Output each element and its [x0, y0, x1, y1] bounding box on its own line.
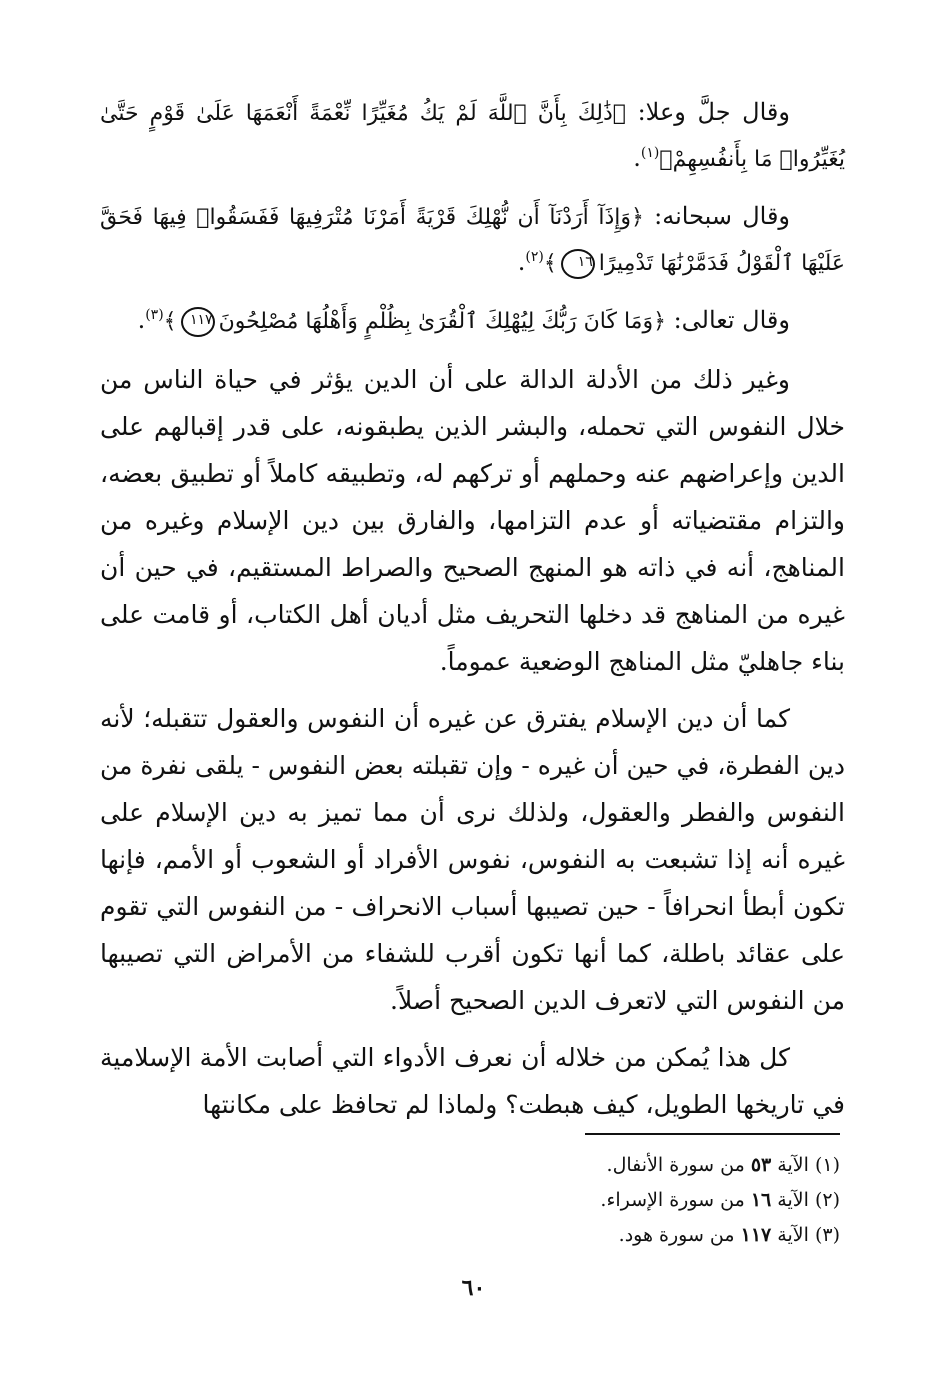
quran-text: ﴿وَإِذَآ أَرَدْنَآ أَن نُّهْلِكَ قَرْيَةً أَمَرْنَا مُتْرَفِيهَا فَفَسَقُوا۟ فِيهَا فَحَقَّ عَلَيْهَا ٱلْقَوْلُ فَدَمَّرْنَٰهَا تَدْمِيرًا	[100, 205, 845, 276]
verse-quote-1: وقال جلَّ وعلا: ﴿ذَٰلِكَ بِأَنَّ ٱللَّهَ لَمْ يَكُ مُغَيِّرًا نِّعْمَةً أَنْعَمَهَا عَلَىٰ قَوْمٍ حَتَّىٰ يُغَيِّرُوا۟ مَا بِأَنفُسِهِمْ﴾$^{(١)}$.	[100, 98, 845, 172]
footnote-ref: (١)	[640, 145, 660, 161]
footnote-3	[340, 1218, 840, 1253]
quran-close: ﴾	[543, 251, 557, 276]
page-number: ٦٠	[461, 1275, 486, 1301]
footnote-ref: (٣)	[145, 307, 164, 323]
footnote-ref: (٢)	[525, 249, 544, 265]
quran-close: ﴾	[163, 309, 177, 334]
paragraph-3: كل هذا يُمكن من خلاله أن نعرف الأدواء التي أصابت الأمة الإسلامية في تاريخها الطويل، كيف هبطت؟ ولماذا لم تحافظ على مكانتها	[100, 1043, 845, 1119]
paragraph-2: كما أن دين الإسلام يفترق عن غيره أن النفوس والعقول تتقبله؛ لأنه دين الفطرة، في حين أن غيره - وإن تقبلته بعض النفوس - يلقى نفرة من النفوس والفطر والعقول، ولذلك نرى أن مما تميز به دين الإسلام على غيره أنه إذا تشبعت به النفوس، نفوس الأفراد أو الشعوب أو الأمم، فإنها تكون أبطأ انحرافاً - حين تصيبها أسباب الانحراف - من النفوس التي تقوم على عقائد باطلة، كما أنها تكون أقرب للشفاء من الأمراض التي تصيبها من النفوس التي لاتعرف الدين الصحيح أصلاً.	[100, 704, 845, 1015]
quran-text: ﴿وَمَا كَانَ رَبُّكَ لِيُهْلِكَ ٱلْقُرَىٰ بِظُلْمٍ وَأَهْلُهَا مُصْلِحُونَ	[218, 309, 666, 334]
verse-quote-2: وقال سبحانه: ﴿وَإِذَآ أَرَدْنَآ أَن نُّهْلِكَ قَرْيَةً أَمَرْنَا مُتْرَفِيهَا فَفَسَقُوا۟ فِيهَا فَحَقَّ عَلَيْهَا ٱلْقَوْلُ فَدَمَّرْنَٰهَا تَدْمِيرًا١٦﴾$^{(٢)}$.	[100, 194, 845, 286]
verse-intro: وقال تعالى:	[665, 306, 790, 334]
footnote-1	[340, 1148, 840, 1183]
footnote-post: من سورة الإسراء.	[600, 1189, 745, 1211]
footnote-ayah: ١٦	[750, 1189, 772, 1211]
verse-quote-3: وقال تعالى: ﴿وَمَا كَانَ رَبُّكَ لِيُهْلِكَ ٱلْقُرَىٰ بِظُلْمٍ وَأَهْلُهَا مُصْلِحُونَ١١٧﴾$^{(٣)}$.	[100, 298, 845, 344]
footnotes	[340, 1148, 840, 1253]
footnote-pre: الآية	[777, 1154, 809, 1176]
footnote-pre: الآية	[777, 1224, 809, 1246]
footnote-pre: الآية	[777, 1189, 809, 1211]
page-body	[100, 90, 845, 1138]
footnote-ayah: ٥٣	[750, 1154, 772, 1176]
paragraph-1: وغير ذلك من الأدلة الدالة على أن الدين يؤثر في حياة الناس من خلال النفوس التي تحمله، والبشر الذين يطبقونه، على قدر إقبالهم على الدين وإعراضهم عنه وحملهم أو تركهم له، وتطبيقه كاملاً أو تطبيق بعضه، والتزام مقتضياته أو عدم التزامها، والفارق بين دين الإسلام وغيره من المناهج، أنه في ذاته هو المنهج الصحيح والصراط المستقيم، في حين أن غيره من المناهج قد دخلها التحريف مثل أديان أهل الكتاب، أو قامت على بناء جاهليّ مثل المناهج الوضعية عموماً.	[100, 365, 845, 676]
quran-text: ﴿ذَٰلِكَ بِأَنَّ ٱللَّهَ لَمْ يَكُ مُغَيِّرًا نِّعْمَةً أَنْعَمَهَا عَلَىٰ قَوْمٍ حَتَّىٰ يُغَيِّرُوا۟ مَا بِأَنفُسِهِمْ﴾	[100, 101, 845, 172]
ayah-number-icon: ١١٧	[181, 307, 215, 337]
footnote-ayah: ١١٧	[740, 1224, 772, 1246]
footnote-number: (١)	[814, 1154, 840, 1176]
footnote-post: من سورة هود.	[618, 1224, 735, 1246]
ayah-number-icon: ١٦	[561, 249, 595, 279]
footnote-post: من سورة الأنفال.	[606, 1154, 745, 1176]
footnote-2	[340, 1183, 840, 1218]
footnote-divider	[585, 1133, 840, 1135]
footnote-number: (٢)	[814, 1189, 840, 1211]
verse-intro: وقال سبحانه:	[643, 202, 791, 230]
verse-intro: وقال جلَّ وعلا:	[625, 98, 790, 126]
footnote-number: (٣)	[814, 1224, 840, 1246]
